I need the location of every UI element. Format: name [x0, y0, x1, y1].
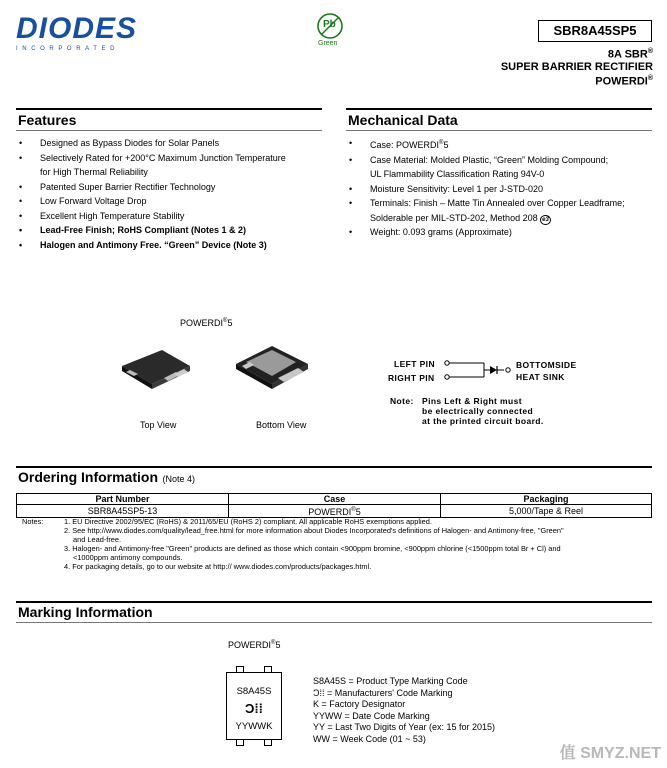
header-line-2: SUPER BARRIER RECTIFIER: [500, 60, 653, 73]
mechanical-list: [346, 136, 658, 240]
header-case: Case: [229, 494, 441, 505]
top-view-package-icon: [116, 344, 196, 394]
header-description: [501, 46, 653, 87]
logo-word: DIODES: [16, 12, 138, 45]
features-bottom-rule: [16, 130, 322, 131]
note-item: <1000ppm antimony compounds.: [73, 553, 183, 562]
mech-item: • Moisture Sensitivity: Level 1 per J-STD-020: [346, 182, 658, 197]
note-item: and Lead-free.: [73, 535, 122, 544]
diodes-logo: [16, 14, 156, 50]
header-part-number: Part Number: [17, 494, 229, 505]
cell-part-number: SBR8A45SP5-13: [17, 505, 229, 518]
cell-packaging: 5,000/Tape & Reel: [441, 505, 652, 518]
pin-note-label: Note:: [390, 396, 414, 406]
mech-item: • Case: POWERDI®5: [346, 136, 658, 153]
legend-item: YYWW = Date Code Marking: [313, 710, 430, 721]
chip-line-2: Ɔ⁞⁞: [244, 701, 264, 716]
table-row: [17, 505, 652, 518]
top-view-caption: Top View: [140, 420, 177, 430]
marking-legend: [313, 676, 495, 745]
bottom-view-package-icon: [232, 340, 312, 396]
heat-sink-label: HEAT SINK: [516, 372, 565, 382]
feature-item: • Excellent High Temperature Stability: [16, 209, 326, 224]
ordering-top-rule: [16, 466, 652, 468]
notes-list: [64, 517, 654, 571]
mech-item: • Case Material: Molded Plastic, “Green” Molding Compound; UL Flammability Classification Rating 94V-0: [346, 153, 658, 182]
header-line-3: POWERDI®: [595, 74, 653, 88]
e3-symbol-icon: e3: [542, 216, 549, 223]
green-label: Green: [318, 40, 338, 47]
chip-line-1: S8A45S: [236, 686, 272, 697]
mechanical-top-rule: [346, 108, 652, 110]
chip-line-3: YYWWK: [235, 721, 273, 732]
marking-chip-icon: [226, 666, 282, 754]
part-number-box: SBR8A45SP5: [538, 20, 652, 42]
feature-item: • Low Forward Voltage Drop: [16, 194, 326, 209]
mech-item: • Terminals: Finish – Matte Tin Annealed over Copper Leadframe; Solderable per MIL-STD-202, Method 208 e3: [346, 196, 658, 225]
ordering-title-wrap: [18, 469, 195, 487]
features-top-rule: [16, 108, 322, 110]
feature-item: • Lead-Free Finish; RoHS Compliant (Notes 1 & 2): [16, 223, 326, 238]
pb-free-green-icon: [316, 12, 344, 50]
marking-bottom-rule: [16, 622, 652, 623]
header-line-1: 8A SBR®: [607, 48, 653, 61]
legend-item: Ɔ⁞⁞ = Manufacturers' Code Marking: [313, 687, 453, 698]
ordering-header-row: [17, 494, 652, 505]
features-title: Features: [18, 112, 77, 128]
pin-note-text: Pins Left & Right must be electrically connected at the printed circuit board.: [422, 396, 544, 426]
ordering-note-ref: (Note 4): [162, 474, 195, 484]
mechanical-bottom-rule: [346, 130, 652, 131]
legend-item: YY = Last Two Digits of Year (ex: 15 for 2015): [313, 722, 496, 732]
mechanical-title: Mechanical Data: [348, 112, 458, 128]
left-pin-label: LEFT PIN: [394, 359, 435, 369]
legend-item: K = Factory Designator: [313, 699, 406, 709]
legend-item: S8A45S = Product Type Marking Code: [313, 676, 468, 686]
right-pin-label: RIGHT PIN: [388, 373, 435, 383]
mech-item: • Weight: 0.093 grams (Approximate): [346, 225, 658, 240]
header-packaging: Packaging: [441, 494, 652, 505]
notes-label: Notes:: [22, 517, 44, 526]
ordering-title: Ordering Information: [18, 469, 158, 485]
legend-item: WW = Week Code (01 ~ 53): [313, 733, 426, 744]
note-item: 1. EU Directive 2002/95/EC (RoHS) & 2011/65/EU (RoHS 2) compliant. All applicable RoHS exemptions applied.: [64, 517, 432, 526]
cell-case: POWERDI®5: [229, 505, 441, 518]
ordering-table: [16, 493, 652, 518]
note-item: 2. See http://www.diodes.com/quality/lead_free.html for more information about Diodes Incorporated's definitions of Halogen- and Antimony-free, "Green": [64, 526, 564, 535]
package-label: POWERDI®5: [180, 318, 233, 328]
marking-package-label: POWERDI®5: [228, 640, 281, 650]
watermark: 值 SMYZ.NET: [559, 745, 661, 762]
feature-item: • Patented Super Barrier Rectifier Technology: [16, 180, 326, 195]
bottom-view-caption: Bottom View: [256, 420, 307, 430]
diode-schematic-icon: [442, 356, 518, 384]
feature-item: • Halogen and Antimony Free. “Green” Device (Note 3): [16, 238, 326, 253]
feature-item: • Selectively Rated for +200°C Maximum Junction Temperature for High Thermal Reliability: [16, 151, 326, 180]
pb-symbol: Pb: [323, 19, 336, 30]
marking-title: Marking Information: [18, 604, 153, 620]
note-item: 3. Halogen- and Antimony-free "Green" products are defined as those which contain <900ppm bromine, <900ppm chlorine (<1500ppm total Br + Cl) and: [64, 544, 561, 553]
logo-subtitle: INCORPORATED: [16, 46, 120, 52]
bottomside-label: BOTTOMSIDE: [516, 360, 577, 370]
feature-item: • Designed as Bypass Diodes for Solar Panels: [16, 136, 326, 151]
features-list: [16, 136, 326, 252]
marking-top-rule: [16, 601, 652, 603]
note-item: 4. For packaging details, go to our website at http:// www.diodes.com/products/packages.html.: [64, 562, 372, 571]
